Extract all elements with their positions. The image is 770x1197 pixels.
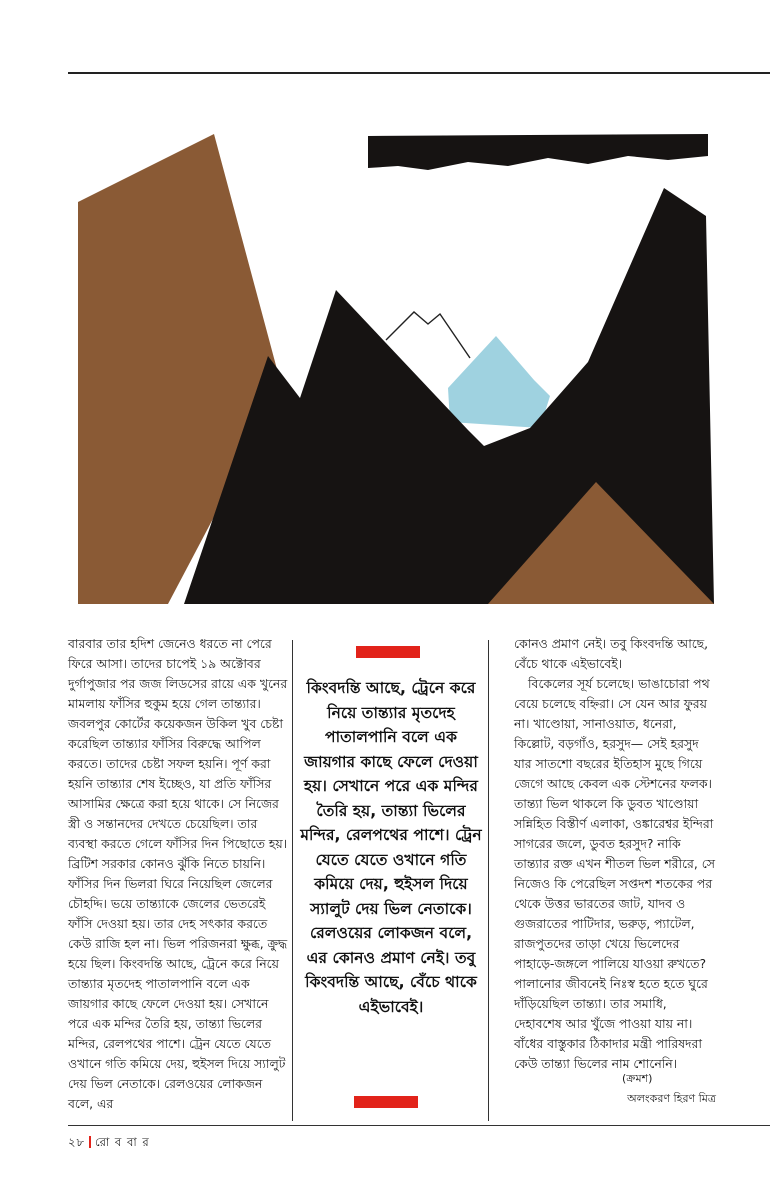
series-mark: (ক্রমশ)	[622, 1072, 653, 1085]
ice-blue-peak	[448, 336, 550, 428]
right-paragraph-2: বিকেলের সূর্য চলেছে। ভাঙাচোরা পথ বেয়ে চলেছে বহ্নিরা। সে যেন আর ফুরয় না। খাণ্ডোয়া, সানাওয়াত, ধনেরা, কিল্লোট, বড়গাঁও, হরসুদ— সেই হরসুদ যার সাতশো বছরের ইতিহাস মুছে গিয়ে জেগে আছে কেবল এক স্টেশনের ফলক। তান্ত্যা ভিল থাকলে কি ডুবত খাণ্ডোয়া সন্নিহিত বিস্তীর্ণ এলাকা, ওঙ্কারেশ্বর ইন্দিরা সাগরের জলে, ডুবত হরসুদ? নাকি তান্ত্যার রক্ত এখন শীতল ভিল শরীরে, সে নিজেও কি পেরেছিল সপ্তদশ শতকের পর থেকে উত্তর ভারতের জাট, যাদব ও গুজরাতের পাটিদার, ভরুড়, প্যাটেল, রাজপুতদের তাড়া খেয়ে ভিলেদের পাহাড়ে-জঙ্গলে পালিয়ে যাওয়া রুখতে? পালানোর জীবনেই নিঃস্ব হতে হতে ঘুরে দাঁড়িয়েছিল তান্ত্যা। তার সমাধি, দেহাবশেষ আর খুঁজে পাওয়া যায় না। বাঁধের বাস্তুকার ঠিকাদার মন্ত্রী পারিষদরা কেউ তান্ত্যা ভিলের নাম শোনেনি।	[514, 676, 715, 1071]
page-number: ২৮	[68, 1135, 85, 1149]
pull-quote-bottom-bar	[354, 1096, 418, 1108]
left-paragraph: বারবার তার হদিশ জেনেও ধরতে না পেরে ফিরে আসা। তাদের চাপেই ১৯ অক্টোবর দুর্গাপুজার পর জজ লিডসের রায়ে এক খুনের মামলায় ফাঁসির হুকুম হয়ে গেল তান্ত্যার। জবলপুর কোর্টের কয়েকজন উকিল খুব চেষ্টা করেছিল তান্ত্যার ফাঁসির বিরুদ্ধে আপিল করতে। তাদের চেষ্টা সফল হয়নি। পূর্ণ করা হয়নি তান্ত্যার শেষ ইচ্ছেও, যা প্রতি ফাঁসির আসামির ক্ষেত্রে করা হয়ে থাকে। সে নিজের স্ত্রী ও সন্তানদের দেখতে চেয়েছিল। তার ব্যবস্থা করতে গেলে ফাঁসির দিন পিছোতে হয়। ব্রিটিশ সরকার কোনও ঝুঁকি নিতে চায়নি। ফাঁসির দিন ভিলরা ঘিরে নিয়েছিল জেলের চৌহদ্দি। ভয়ে তান্ত্যাকে জেলের ভেতরেই ফাঁসি দেওয়া হয়। তার দেহ সৎকার করতে কেউ রাজি হল না। ভিল পরিজনরা ক্ষুব্ধ, ক্রুদ্ধ হয়ে ছিল। কিংবদন্তি আছে, ট্রেনে করে নিয়ে তান্ত্যার মৃতদেহ পাতালপানি বলে এক জায়গার কাছে ফেলে দেওয়া হয়। সেখানে পরে এক মন্দির তৈরি হয়, তান্ত্যা ভিলের মন্দির, রেলপথের পাশে। ট্রেন যেতে যেতে ওখানে গতি কমিয়ে দেয়, হুইসল দিয়ে স্যালুট দেয় ভিল নেতাকে। রেলওয়ের লোকজন বলে, এর	[68, 636, 288, 1111]
pull-quote-top-bar	[356, 646, 420, 658]
left-divider	[292, 640, 293, 1121]
left-column	[68, 634, 290, 1114]
right-paragraph-1: কোনও প্রমাণ নেই। তবু কিংবদন্তি আছে, বেঁচে থাকে এইভাবেই।	[514, 636, 709, 671]
top-rule	[68, 72, 770, 74]
magazine-name: রো ব বা র	[94, 1135, 150, 1149]
illustration-credit: অলংকরণ হিরণ মিত্র	[627, 1092, 716, 1105]
white-peak-outline	[386, 312, 470, 358]
right-column	[514, 634, 716, 1074]
folio-separator	[89, 1136, 91, 1148]
folio	[68, 1134, 150, 1153]
bottom-rule	[68, 1125, 770, 1126]
illustration	[68, 126, 714, 604]
pull-quote: কিংবদন্তি আছে, ট্রেনে করে নিয়ে তান্ত্যার মৃতদেহ পাতালপানি বলে এক জায়গার কাছে ফেলে দেওয়া হয়। সেখানে পরে এক মন্দির তৈরি হয়, তান্ত্যা ভিলের মন্দির, রেলপথের পাশে। ট্রেন যেতে যেতে ওখানে গতি কমিয়ে দেয়, হুইসল দিয়ে স্যালুট দেয় ভিল নেতাকে। রেলওয়ের লোকজন বলে, এর কোনও প্রমাণ নেই। তবু কিংবদন্তি আছে, বেঁচে থাকে এইভাবেই।	[300, 679, 482, 1016]
right-divider	[488, 640, 489, 1121]
black-torn-strip	[368, 134, 708, 170]
mountain-collage-artwork	[68, 126, 714, 604]
